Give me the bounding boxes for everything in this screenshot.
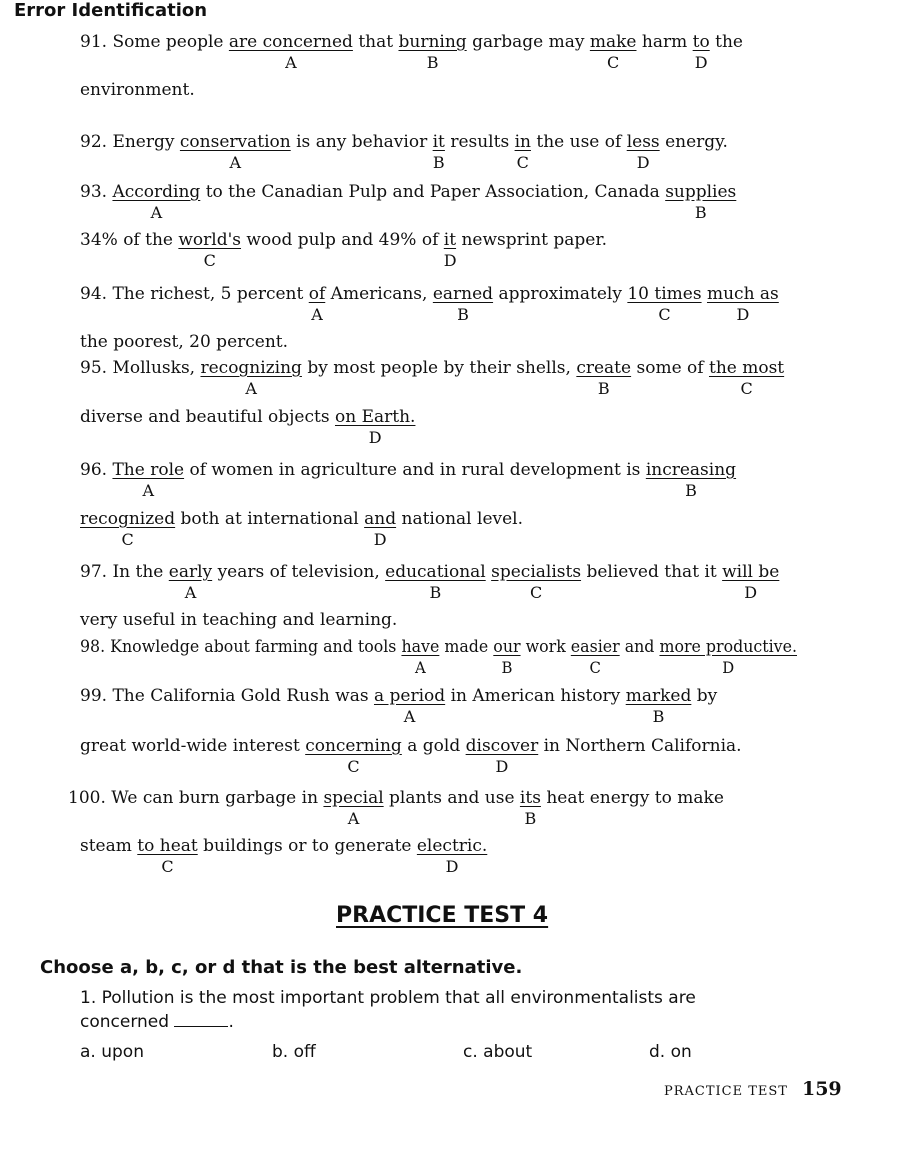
- instruction: Choose a, b, c, or d that is the best alternative.: [40, 957, 523, 978]
- option-d: d. on: [649, 1042, 692, 1062]
- question-93: 93. According A to the Canadian Pulp and Paper Association, Canada supplies B: [80, 182, 737, 222]
- page-number: 159: [801, 1078, 842, 1100]
- answer-blank: [174, 1012, 228, 1027]
- question-99-line2: great world-wide interest concerning C a gold discover D in Northern California.: [80, 736, 742, 776]
- question-94-line2: the poorest, 20 percent.: [80, 332, 289, 352]
- question-92: 92. Energy conservation A is any behavior it B results in C the use of less D energy.: [80, 132, 728, 172]
- option-b: b. off: [272, 1042, 316, 1062]
- question-97: 97. In the early A years of television, educational B specialists C believed that it will be D: [80, 562, 780, 602]
- practice-question-1: 1. Pollution is the most important problem that all environmentalists are: [80, 988, 696, 1008]
- question-94: 94. The richest, 5 percent of A Americans, earned B approximately 10 times C much as D: [80, 284, 779, 324]
- question-100-line2: steam to heat C buildings or to generate electric. D: [80, 836, 488, 876]
- question-93-line2: 34% of the world's C wood pulp and 49% of it D newsprint paper.: [80, 230, 608, 270]
- question-96: 96. The role A of women in agriculture and in rural development is increasing B: [80, 460, 737, 500]
- page-footer: [664, 1078, 842, 1100]
- question-100: 100. We can burn garbage in special A plants and use its B heat energy to make: [68, 788, 724, 828]
- question-96-line2: recognized C both at international and D national level.: [80, 509, 524, 549]
- question-97-line2: very useful in teaching and learning.: [80, 610, 398, 630]
- question-91-line2: environment.: [80, 80, 195, 100]
- question-91: 91. Some people are concerned A that burning B garbage may make C harm to D the: [80, 32, 743, 72]
- option-a: a. upon: [80, 1042, 144, 1062]
- question-95-line2: diverse and beautiful objects on Earth. D: [80, 407, 416, 447]
- practice-question-1-line2: concerned .: [80, 1012, 234, 1032]
- question-98: 98. Knowledge about farming and tools have A made our B work easier C and more productive. D: [80, 637, 798, 677]
- section-heading: Error Identification: [14, 0, 208, 21]
- option-c: c. about: [463, 1042, 533, 1062]
- question-99: 99. The California Gold Rush was a period A in American history marked B by: [80, 686, 718, 726]
- practice-test-title: PRACTICE TEST 4: [336, 903, 549, 928]
- question-95: 95. Mollusks, recognizing A by most people by their shells, create B some of the most C: [80, 358, 785, 398]
- footer-label: PRACTICE TEST: [664, 1084, 788, 1099]
